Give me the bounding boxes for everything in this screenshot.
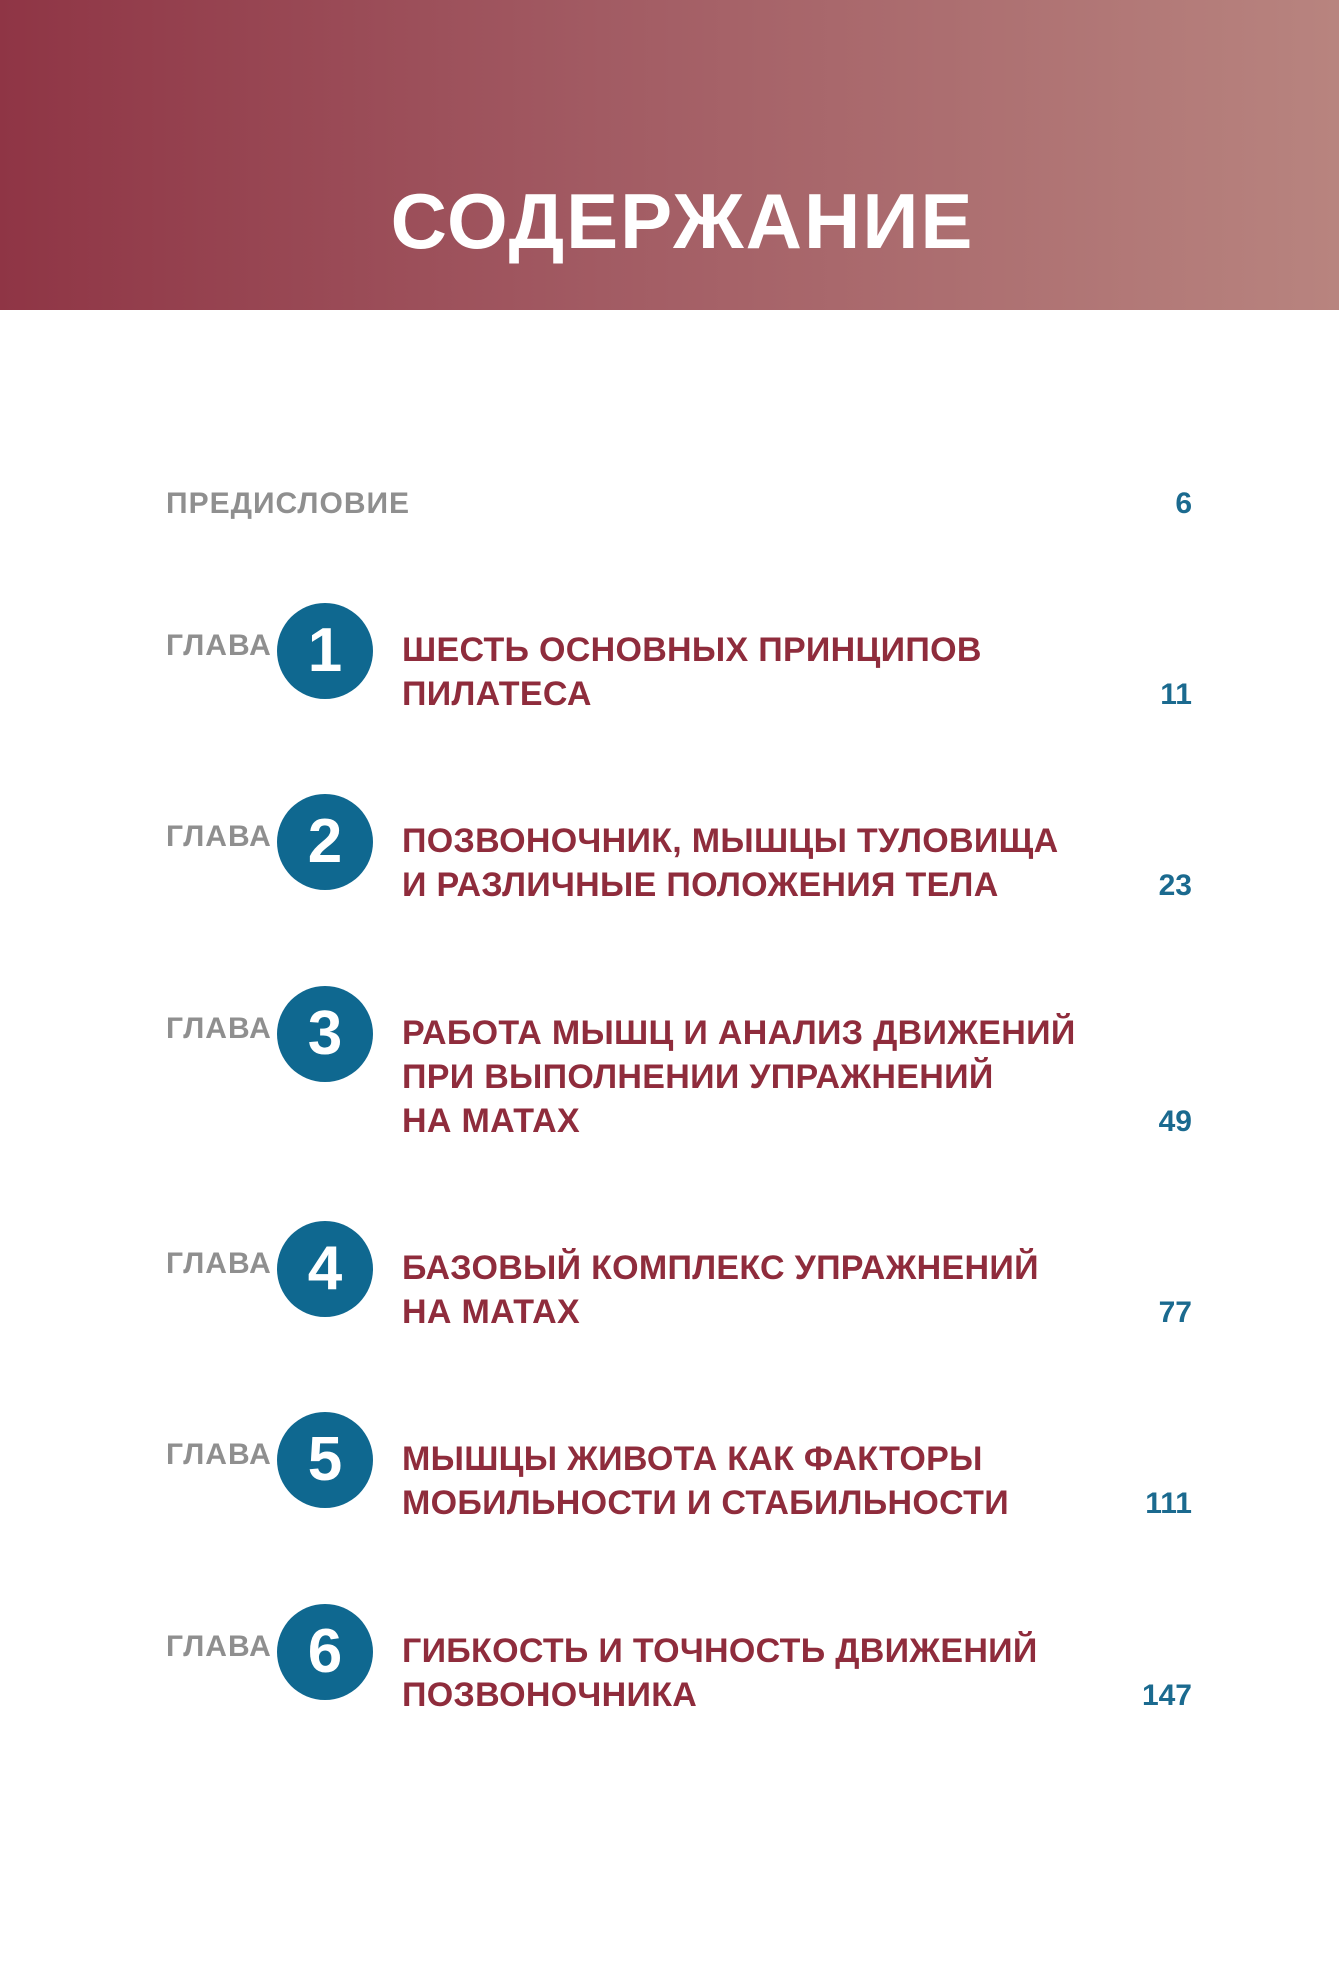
chapter-label: ГЛАВА (166, 820, 272, 853)
chapter-title-line: ПИЛАТЕСА (402, 675, 592, 713)
chapter-number-badge: 2 (277, 794, 373, 890)
chapter-number-badge: 6 (277, 1604, 373, 1700)
chapter-label: ГЛАВА (166, 1630, 272, 1663)
chapter-title[interactable] (402, 628, 1142, 716)
chapter-title[interactable] (402, 1437, 1142, 1525)
chapter-title-line: МОБИЛЬНОСТИ И СТАБИЛЬНОСТИ (402, 1484, 1009, 1522)
chapter-title-line: НА МАТАХ (402, 1293, 580, 1331)
chapter-title[interactable] (402, 1629, 1142, 1717)
chapter-page-number[interactable]: 77 (1158, 1296, 1192, 1329)
foreword-page-number[interactable]: 6 (1175, 487, 1192, 520)
chapter-title[interactable] (402, 819, 1142, 907)
chapter-label: ГЛАВА (166, 1438, 272, 1471)
chapter-number-badge: 4 (277, 1221, 373, 1317)
chapter-label: ГЛАВА (166, 1247, 272, 1280)
chapter-number-badge: 3 (277, 986, 373, 1082)
chapter-title-line: МЫШЦЫ ЖИВОТА КАК ФАКТОРЫ (402, 1440, 983, 1478)
chapter-page-number[interactable]: 111 (1145, 1487, 1192, 1520)
chapter-page-number[interactable]: 49 (1158, 1105, 1192, 1138)
page-title: СОДЕРЖАНИЕ (390, 177, 975, 265)
chapter-label: ГЛАВА (166, 1012, 272, 1045)
chapter-number-badge: 1 (277, 603, 373, 699)
chapter-title-line: ПОЗВОНОЧНИК, МЫШЦЫ ТУЛОВИЩА (402, 822, 1059, 860)
chapter-number-badge: 5 (277, 1412, 373, 1508)
chapter-title-line: ГИБКОСТЬ И ТОЧНОСТЬ ДВИЖЕНИЙ (402, 1632, 1038, 1670)
chapter-title-line: ПРИ ВЫПОЛНЕНИИ УПРАЖНЕНИЙ (402, 1058, 994, 1096)
chapter-title-line: И РАЗЛИЧНЫЕ ПОЛОЖЕНИЯ ТЕЛА (402, 866, 999, 904)
chapter-title-line: ШЕСТЬ ОСНОВНЫХ ПРИНЦИПОВ (402, 631, 982, 669)
chapter-page-number[interactable]: 11 (1160, 678, 1192, 711)
chapter-title[interactable] (402, 1011, 1142, 1143)
chapter-page-number[interactable]: 23 (1158, 869, 1192, 902)
chapter-title-line: БАЗОВЫЙ КОМПЛЕКС УПРАЖНЕНИЙ (402, 1249, 1039, 1287)
chapter-title-line: ПОЗВОНОЧНИКА (402, 1676, 698, 1714)
foreword-label[interactable]: ПРЕДИСЛОВИЕ (166, 487, 411, 520)
header-banner (0, 0, 1339, 310)
chapter-title[interactable] (402, 1246, 1142, 1334)
chapter-label: ГЛАВА (166, 629, 272, 662)
chapter-page-number[interactable]: 147 (1141, 1679, 1192, 1712)
chapter-title-line: НА МАТАХ (402, 1102, 580, 1140)
chapter-title-line: РАБОТА МЫШЦ И АНАЛИЗ ДВИЖЕНИЙ (402, 1014, 1076, 1052)
